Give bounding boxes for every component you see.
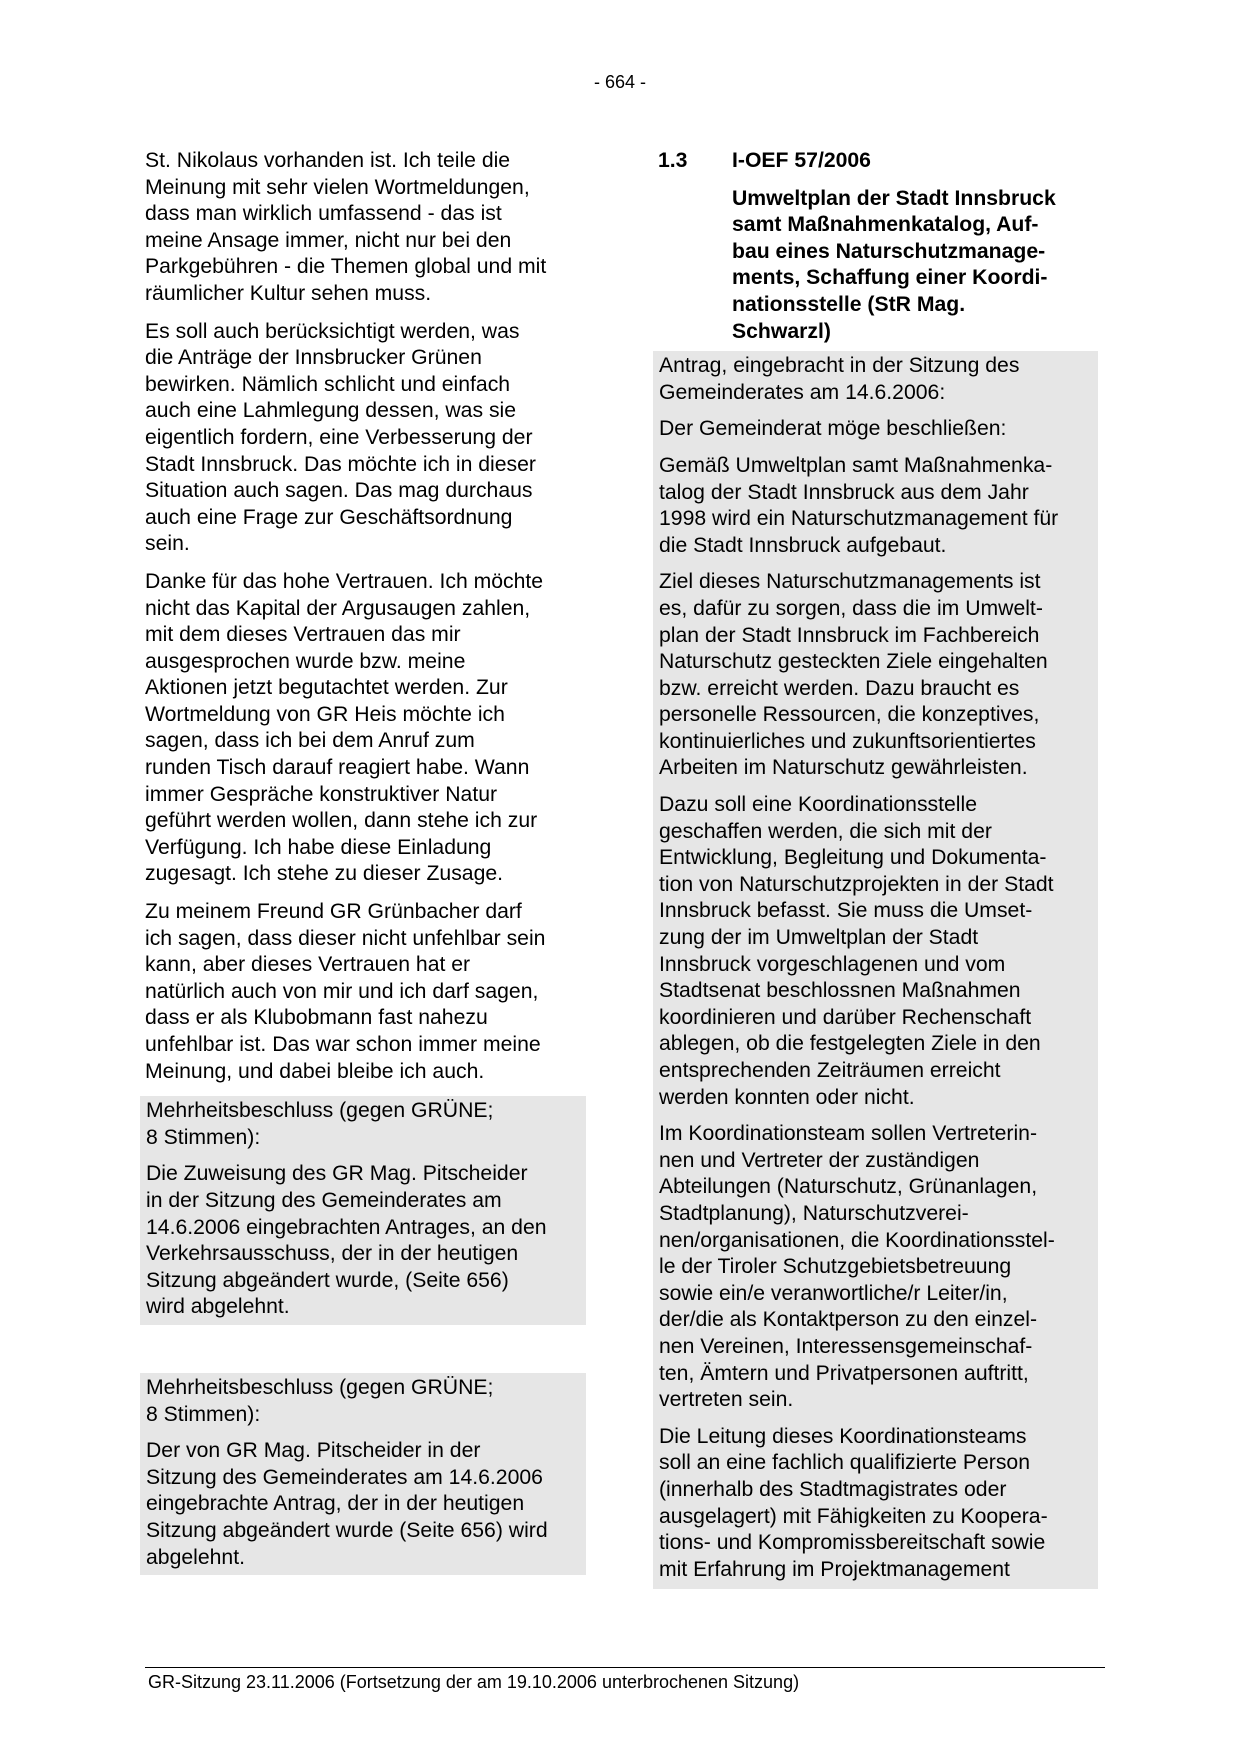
agenda-item-title: Umweltplan der Stadt Innsbruck samt Maßnahmenkatalog, Auf- bau eines Naturschutzmanage- ments, Schaffung einer Koordi- nationsstelle (StR Mag. Schwarzl) [732, 186, 1056, 343]
motion-paragraph: Antrag, eingebracht in der Sitzung des Gemeinderates am 14.6.2006: [659, 354, 1020, 404]
left-column [145, 148, 590, 1575]
paragraph: St. Nikolaus vorhanden ist. Ich teile die Meinung mit sehr vielen Wortmeldungen, dass man wirklich umfassend - das ist meine Ansage immer, nicht nur bei den Parkgebühren - die Themen global und mit räumlicher Kultur sehen muss. [145, 149, 547, 305]
paragraph: Es soll auch berücksichtigt werden, was die Anträge der Innsbrucker Grünen bewirken. Nämlich schlicht und einfach auch eine Lahmlegung dessen, was sie eigentlich fordern, eine Verbesserung der Stadt Innsbruck. Das möchte ich in dieser Situation auch sagen. Das mag durchaus auch eine Frage zur Geschäftsordnung sein. [145, 319, 536, 556]
agenda-item-number: 1.3 [658, 149, 688, 172]
resolution-label: Mehrheitsbeschluss (gegen GRÜNE; 8 Stimmen): [146, 1375, 494, 1426]
motion-paragraph: Im Koordinationsteam sollen Vertreterin- nen und Vertreter der zuständigen Abteilungen (Naturschutz, Grünanlagen, Stadtplanung), Naturschutzverei- nen/organisationen, die Koordinationsstel- le der Tiroler Schutzgebietsbetreuung sowie ein/e veranwortliche/r Leiter/in, der/die als Kontaktperson zu den einzel- nen Vereinen, Interessensgemeinschaf- ten, Ämtern und Privatpersonen auftritt, vertreten sein. [659, 1122, 1055, 1412]
resolution-text: Der von GR Mag. Pitscheider in der Sitzung des Gemeinderates am 14.6.2006 eingebrachte Antrag, der in der heutigen Sitzung abgeändert wurde (Seite 656) wird abgelehnt. [146, 1439, 548, 1569]
footer-text: GR-Sitzung 23.11.2006 (Fortsetzung der am 19.10.2006 unterbrochenen Sitzung) [148, 1672, 800, 1692]
page-number: - 664 - [593, 72, 647, 92]
motion-paragraph: Die Leitung dieses Koordinationsteams soll an eine fachlich qualifizierte Person (innerhalb des Stadtmagistrates oder ausgelagert) mit Fähigkeiten zu Koopera- tions- und Kompromissbereitschaft sowie mit Erfahrung im Projektmanagement [659, 1424, 1048, 1581]
resolution-text: Die Zuweisung des GR Mag. Pitscheider in der Sitzung des Gemeinderates am 14.6.2006 eingebrachten Antrages, an den Verkehrsausschuss, der in der heutigen Sitzung abgeändert wurde, (Seite 656) wird abgelehnt. [146, 1162, 547, 1319]
right-column [658, 148, 1106, 1589]
motion-paragraph: Dazu soll eine Koordinationsstelle geschaffen werden, die sich mit der Entwicklung, Begleitung und Dokumenta- tion von Naturschutzprojekten in der Stadt Innsbruck befasst. Sie muss die Umset- zung der im Umweltplan der Stadt Innsbruck vorgeschlagenen und vom Stadtsenat beschlossnen Maßnahmen koordinieren und darüber Rechenschaft ablegen, ob die festgelegten Ziele in den entsprechenden Zeiträumen erreicht werden konnten oder nicht. [659, 793, 1054, 1109]
resolution-label: Mehrheitsbeschluss (gegen GRÜNE; 8 Stimmen): [146, 1099, 494, 1149]
resolution-box-2 [140, 1373, 586, 1575]
motion-paragraph: Ziel dieses Naturschutzmanagements ist es, dafür zu sorgen, dass die im Umwelt- plan der Stadt Innsbruck im Fachbereich Naturschutz gesteckten Ziele eingehalten bzw. erreicht werden. Dazu braucht es personelle Ressourcen, die konzeptives, kontinuierliches und zukunftsorientiertes Arbeiten im Naturschutz gewährleisten. [659, 570, 1048, 780]
paragraph: Danke für das hohe Vertrauen. Ich möchte nicht das Kapital der Argusaugen zahlen, mit dem dieses Vertrauen das mir ausgesprochen wurde bzw. meine Aktionen jetzt begutachtet werden. Zur Wortmeldung von GR Heis möchte ich sagen, dass ich bei dem Anruf zum runden Tisch darauf reagiert habe. Wann immer Gespräche konstruktiver Natur geführt werden wollen, dann stehe ich zur Verfügung. Ich habe diese Einladung zugesagt. Ich stehe zu dieser Zusage. [145, 569, 544, 886]
spacer [145, 1325, 590, 1373]
motion-paragraph: Gemäß Umweltplan samt Maßnahmenka- talog der Stadt Innsbruck aus dem Jahr 1998 wird ein Naturschutzmanagement für die Stadt Innsbruck aufgebaut. [659, 453, 1059, 557]
motion-box [653, 351, 1098, 1589]
agenda-item-header [658, 148, 1106, 175]
resolution-box-1 [140, 1096, 586, 1325]
paragraph: Zu meinem Freund GR Grünbacher darf ich sagen, dass dieser nicht unfehlbar sein kann, aber dieses Vertrauen hat er natürlich auch von mir und ich darf sagen, dass er als Klubobmann fast nahezu unfehlbar ist. Das war schon immer meine Meinung, und dabei bleibe ich auch. [145, 900, 546, 1083]
agenda-item-code: I-OEF 57/2006 [732, 149, 871, 172]
motion-paragraph: Der Gemeinderat möge beschließen: [659, 417, 1007, 441]
footer-divider [145, 1667, 1105, 1668]
